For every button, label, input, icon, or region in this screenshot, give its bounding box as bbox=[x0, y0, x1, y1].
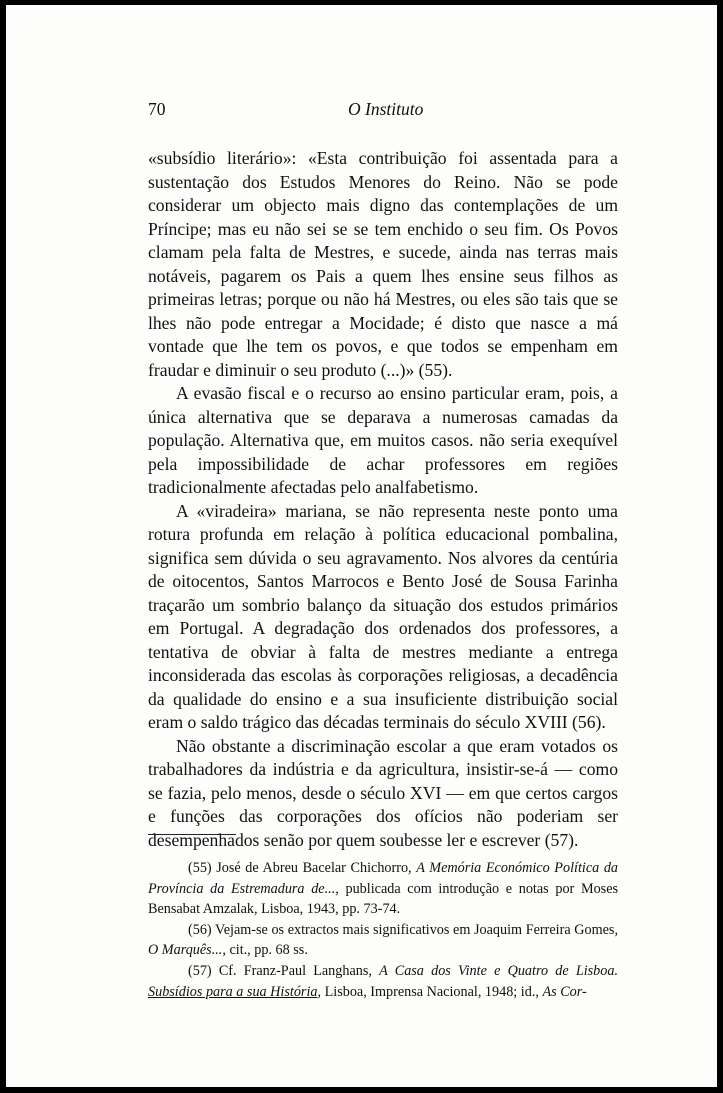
footnote-title-continued: As Cor- bbox=[542, 983, 587, 1000]
paragraph-3: A «viradeira» mariana, se não representa neste ponto uma rotura profunda em relação à política educacional pombalina, significa sem dúvida o seu agravamento. Nos alvores da centúria de oitocentos, Santos Marrocos e Bento José de Sousa Farinha traçarão um sombrio balanço da situação dos estudos primários em Portugal. A degradação dos ordenados dos professores, a tentativa de obviar à falta de mestres mediante a entrega inconsiderada das escolas às corporações religiosas, a decadência da qualidade do ensino e a sua insuficiente distribuição social eram o saldo trágico das décadas terminais do século XVIII (56). bbox=[148, 500, 618, 732]
page-number: 70 bbox=[148, 99, 166, 119]
footnote-text: Cf. Franz-Paul Langhans, bbox=[218, 962, 372, 979]
book-page bbox=[6, 5, 717, 1087]
page-header bbox=[148, 99, 626, 123]
paragraph-2: A evasão fiscal e o recurso ao ensino particular eram, pois, a única alternativa que se deparava a numerosas camadas da população. Alternativa que, em muitos casos. não seria exequível pela impossibilidade de achar professores em regiões tradicionalmente afectadas pelo analfabetismo. bbox=[148, 383, 618, 497]
footnote-marker: (56) bbox=[188, 921, 212, 938]
footnote-55 bbox=[148, 858, 618, 920]
footnote-marker: (57) bbox=[188, 962, 212, 979]
footnote-text: , Lisboa, Imprensa Nacional, 1948; id., bbox=[317, 983, 539, 1000]
footnotes bbox=[148, 858, 618, 1002]
paragraph-4: Não obstante a discriminação escolar a que eram votados os trabalhadores da indústria e da agricultura, insistir-se-á — como se fazia, pelo menos, desde o século XVI — em que certos cargos e funções das corporações dos ofícios não poderiam ser desempenhados senão por quem soubesse ler e escrever (57). bbox=[148, 735, 618, 850]
footnote-subtitle: Subsídios para a sua História bbox=[148, 983, 318, 1000]
footnote-56 bbox=[148, 920, 618, 961]
footnote-title: O Marquês... bbox=[148, 942, 223, 959]
footnote-marker: (55) bbox=[188, 860, 212, 876]
footnote-author: José de Abreu Bacelar Chichorro, bbox=[216, 860, 412, 876]
footnote-title: A Casa dos Vinte e Quatro de Lisboa. bbox=[379, 962, 618, 979]
footnote-text: , cit., pp. 68 ss. bbox=[222, 942, 308, 959]
running-title: O Instituto bbox=[348, 99, 424, 119]
footnote-title: A Memória Económico Política da Província da Estremadura de... bbox=[148, 860, 619, 897]
footnote-text: Vejam-se os extractos mais significativos em Joaquim Ferreira Gomes, bbox=[215, 921, 618, 938]
paragraph-1: «subsídio literário»: «Esta contribuição foi assentada para a sustentação dos Estudos Menores do Reino. Não se pode considerar um objecto mais digno das contemplações de um Príncipe; mas eu não sei se se tem enchido o seu fim. Os Povos clamam pela falta de Mestres, e sucede, ainda nas terras mais notáveis, pagarem os Pais a quem lhes ensine seus filhos as primeiras letras; porque ou não há Mestres, ou eles são tais que se lhes não pode entregar a Mocidade; é disto que nasce a má vontade que lhe tem os povos, e que todos se empenham em fraudar e diminuir o seu produto (...)» (55). bbox=[148, 148, 618, 380]
body-text bbox=[148, 147, 618, 852]
footnote-57 bbox=[148, 961, 618, 1002]
footnote-divider bbox=[148, 834, 236, 835]
footnote-text: , publicada com introdução e notas por Moses Bensabat Amzalak, Lisboa, 1943, pp. 73-74. bbox=[148, 880, 619, 918]
